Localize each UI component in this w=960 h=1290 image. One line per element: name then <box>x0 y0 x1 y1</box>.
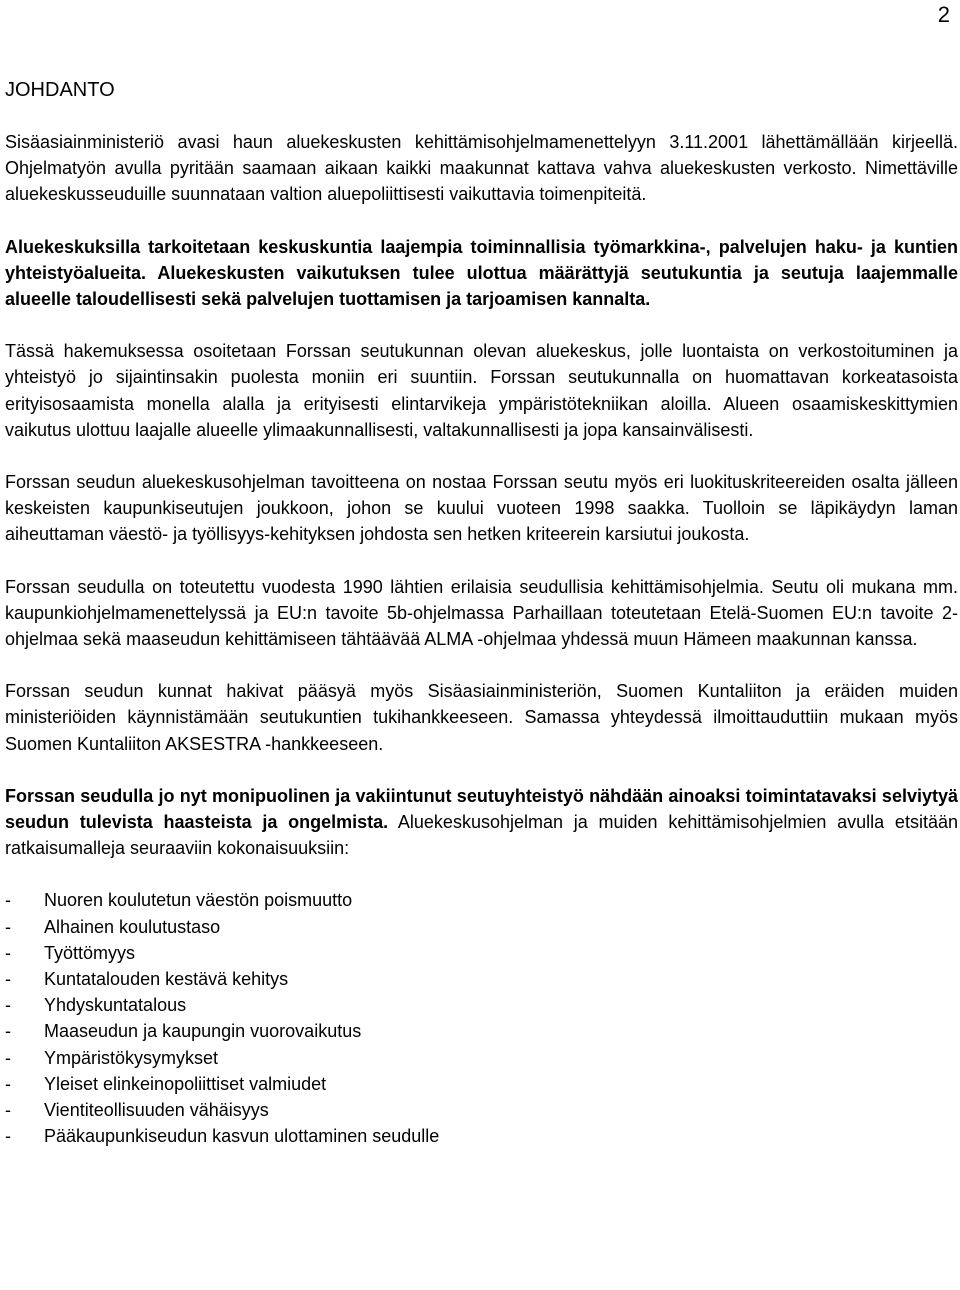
dash-bullet: - <box>5 1047 11 1068</box>
list-item: - Pääkaupunkiseudun kasvun ulottaminen seudulle <box>5 1123 958 1149</box>
list-item: - Maaseudun ja kaupungin vuorovaikutus <box>5 1018 958 1044</box>
list-item: - Nuoren koulutetun väestön poismuutto <box>5 887 958 913</box>
list-item: - Yhdyskuntatalous <box>5 992 958 1018</box>
paragraph-projects: Forssan seudun kunnat hakivat pääsyä myös Sisäasiainministeriön, Suomen Kuntaliiton ja eräiden muiden ministeriöiden käynnistämään seutukuntien tukihankkeeseen. Samassa yhteydessä ilmoittauduttiin mukaan myös Suomen Kuntaliiton AKSESTRA -hankkeeseen. <box>5 681 958 754</box>
conclusion-bold-text: Forssan seudulla jo nyt monipuolinen ja vakiintunut seutuyhteistyö nähdään ainoaksi toimintatavaksi selviytyä seudun tulevista haasteista ja ongelmista. <box>5 785 958 833</box>
list-item: - Kuntatalouden kestävä kehitys <box>5 966 958 992</box>
paragraph-definition: Aluekeskuksilla tarkoitetaan keskuskuntia laajempia toiminnallisia työmarkkina-, palvelujen haku- ja kuntien yhteistyöalueita. Aluekeskusten vaikutuksen tulee ulottua määrättyjä seutukuntia ja seutuja laajemmalle alueelle taloudellisesti sekä palvelujen tuottamisen ja tarjoamisen kannalta. <box>5 236 958 310</box>
dash-bullet: - <box>5 1073 11 1094</box>
dash-bullet: - <box>5 969 11 990</box>
list-item: - Yleiset elinkeinopoliittiset valmiudet <box>5 1071 958 1097</box>
dash-bullet: - <box>5 1126 11 1147</box>
paragraph-goal: Forssan seudun aluekeskusohjelman tavoitteena on nostaa Forssan seutu myös eri luokituskriteereiden osalta jälleen keskeisten kaupunkiseutujen joukkoon, johon se kuului vuoteen 1998 saakka. Tuolloin se läpikäydyn laman aiheuttaman väestö- ja työllisyys-kehityksen johdosta sen hetken kriteerein karsiutui joukosta. <box>5 472 958 545</box>
list-item: - Ympäristökysymykset <box>5 1045 958 1071</box>
document-body <box>5 77 958 1150</box>
page-number: 2 <box>937 2 950 27</box>
paragraph-history: Forssan seudulla on toteutettu vuodesta 1990 lähtien erilaisia seudullisia kehittämisohjelmia. Seutu oli mukana mm. kaupunkiohjelmamenettelyssä ja EU:n tavoite 5b-ohjelmassa Parhaillaan toteutetaan Etelä-Suomen EU:n tavoite 2-ohjelmaa sekä maaseudun kehittämiseen tähtäävää ALMA -ohjelmaa yhdessä muun Hämeen maakunnan kanssa. <box>5 576 958 650</box>
list-item: - Vientiteollisuuden vähäisyys <box>5 1097 958 1123</box>
dash-bullet: - <box>5 916 11 937</box>
section-heading: JOHDANTO <box>5 79 115 101</box>
dash-bullet: - <box>5 890 11 911</box>
dash-bullet: - <box>5 1021 11 1042</box>
dash-bullet: - <box>5 1100 11 1121</box>
conclusion-text: Aluekeskusohjelman ja muiden kehittämisohjelmien avulla etsitään ratkaisumalleja seuraaviin kokonaisuuksiin: <box>5 812 958 859</box>
issues-list <box>5 887 958 1149</box>
list-item: - Työttömyys <box>5 940 958 966</box>
dash-bullet: - <box>5 995 11 1016</box>
paragraph-intro: Sisäasiainministeriö avasi haun aluekeskusten kehittämisohjelmamenettelyyn 3.11.2001 lähettämällään kirjeellä. Ohjelmatyön avulla pyritään saamaan aikaan kaikki maakunnat kattava vahva aluekeskusten verkosto. Nimettäville aluekeskusseuduille suunnataan valtion aluepoliittisesti vaikuttavia toimenpiteitä. <box>5 132 958 205</box>
dash-bullet: - <box>5 942 11 963</box>
paragraph-conclusion <box>5 783 958 862</box>
list-item: - Alhainen koulutustaso <box>5 914 958 940</box>
paragraph-application: Tässä hakemuksessa osoitetaan Forssan seutukunnan olevan aluekeskus, jolle luontaista on verkostoituminen ja yhteistyö jo sijaintinsakin puolesta moniin eri suuntiin. Forssan seutukunnalla on huomattavan korkeatasoista erityisosaamista monella alalla ja erityisesti elintarvikeja ympäristötekniikan aloilla. Alueen osaamiskeskittymien vaikutus ulottuu laajalle alueelle ylimaakunnallisesti, valtakunnallisesti ja jopa kansainvälisesti. <box>5 341 958 440</box>
